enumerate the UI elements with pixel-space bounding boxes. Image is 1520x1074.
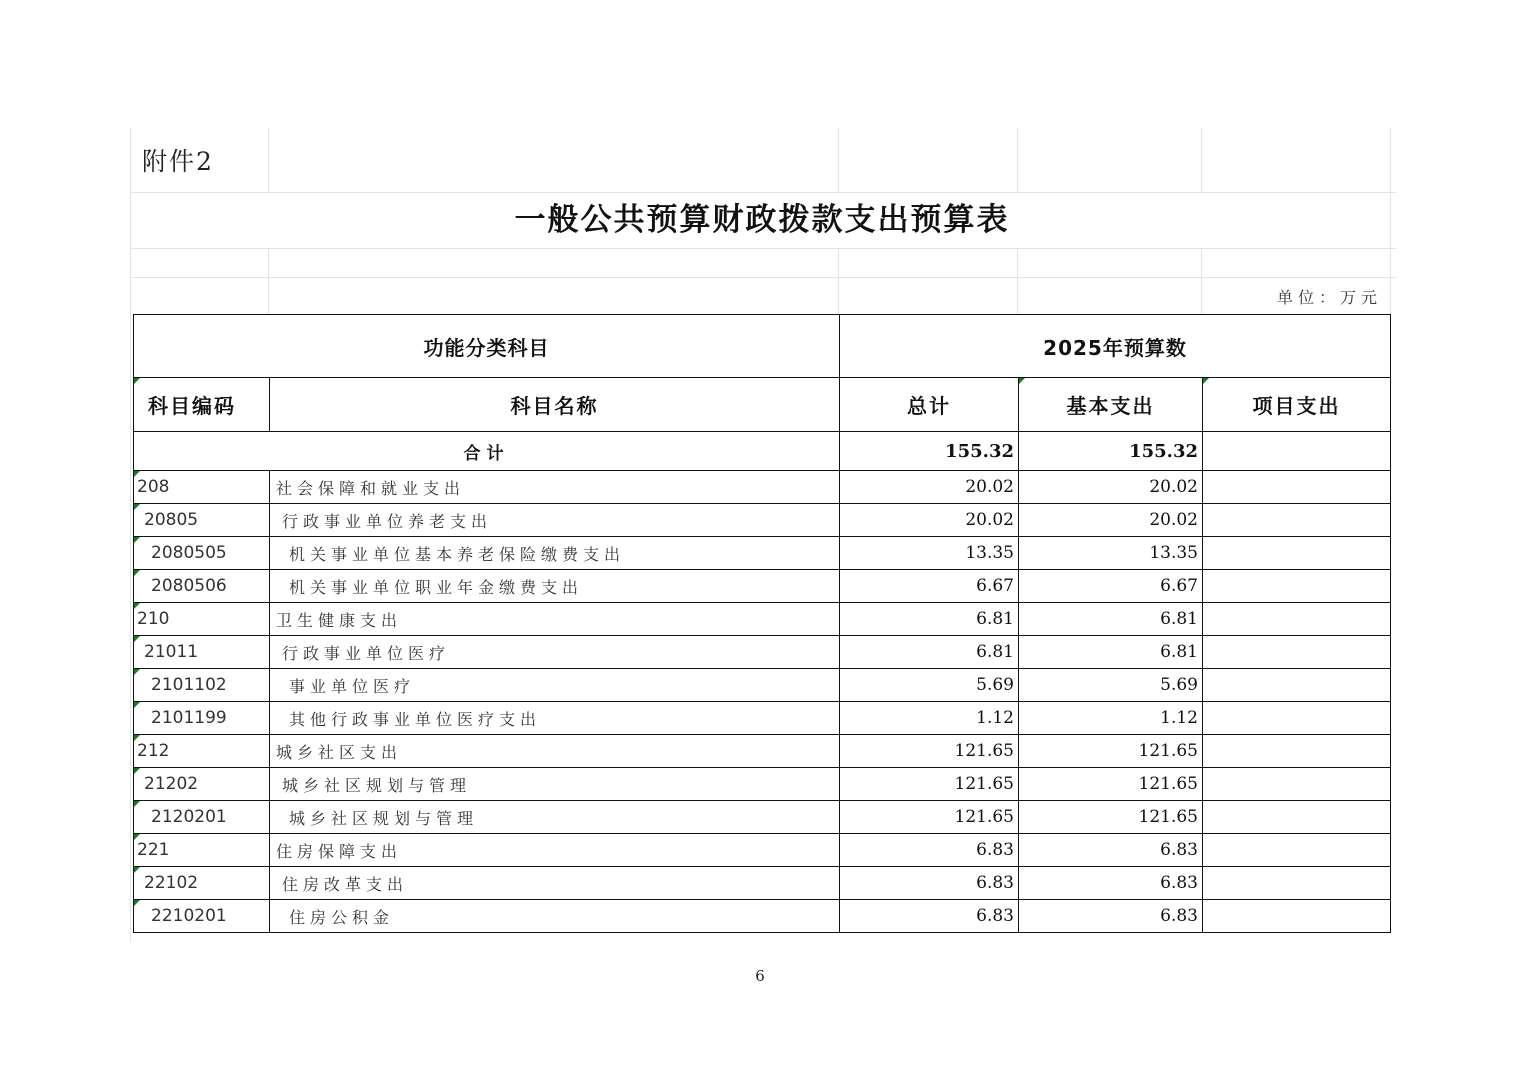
comment-marker-icon [134,801,140,807]
row-total: 6.83 [840,834,1019,867]
row-project [1203,570,1391,603]
header-basic-label: 基本支出 [1066,394,1155,418]
row-total: 121.65 [840,768,1019,801]
row-code [134,471,270,504]
table-row [134,768,1391,801]
row-code [134,636,270,669]
table-row [134,537,1391,570]
comment-marker-icon [134,636,140,642]
row-project [1203,636,1391,669]
row-name: 卫生健康支出 [270,603,840,636]
row-name: 行政事业单位养老支出 [270,504,840,537]
comment-marker-icon [134,735,140,741]
row-basic: 121.65 [1019,801,1203,834]
row-project [1203,504,1391,537]
row-name: 事业单位医疗 [270,669,840,702]
row-code-text: 2210201 [151,906,227,926]
budget-table [133,314,1391,933]
row-name: 其他行政事业单位医疗支出 [270,702,840,735]
header-budget-year: 2025年预算数 [840,315,1391,378]
row-code-text: 2101199 [151,708,227,728]
page-title: 一般公共预算财政拨款支出预算表 [514,202,1010,238]
row-code-text: 210 [137,609,170,629]
row-basic: 20.02 [1019,471,1203,504]
row-code-text: 20805 [144,510,199,530]
gridline [130,248,1396,249]
row-basic: 6.81 [1019,636,1203,669]
gridline [1017,128,1018,192]
comment-marker-icon [134,378,140,384]
gridline [838,128,839,192]
row-code-text: 2080506 [151,576,227,596]
comment-marker-icon [134,537,140,543]
row-basic: 1.12 [1019,702,1203,735]
header-row-columns [134,378,1391,432]
row-project [1203,867,1391,900]
row-name: 行政事业单位医疗 [270,636,840,669]
row-total: 13.35 [840,537,1019,570]
row-basic: 6.81 [1019,603,1203,636]
gridline [268,249,269,314]
page-number: 6 [755,967,765,985]
header-code [134,378,270,432]
total-basic: 155.32 [1019,432,1203,471]
total-label: 合计 [134,432,840,471]
table-row [134,900,1391,933]
comment-marker-icon [134,603,140,609]
row-code [134,570,270,603]
row-name: 城乡社区规划与管理 [270,801,840,834]
table-row [134,735,1391,768]
table-row [134,702,1391,735]
row-total: 20.02 [840,504,1019,537]
total-total: 155.32 [840,432,1019,471]
header-name: 科目名称 [270,378,840,432]
row-total: 6.83 [840,867,1019,900]
row-project [1203,471,1391,504]
row-code [134,504,270,537]
row-code [134,669,270,702]
row-code [134,768,270,801]
row-total: 121.65 [840,801,1019,834]
row-project [1203,603,1391,636]
attachment-label: 附件2 [142,147,214,176]
row-code [134,834,270,867]
total-row [134,432,1391,471]
row-code-text: 21202 [144,774,199,794]
gridline [130,192,1396,193]
row-basic: 121.65 [1019,735,1203,768]
header-total: 总计 [840,378,1019,432]
header-func-class: 功能分类科目 [134,315,840,378]
row-code [134,603,270,636]
row-name: 城乡社区规划与管理 [270,768,840,801]
header-project-label: 项目支出 [1252,394,1341,418]
row-code-text: 21011 [144,642,199,662]
comment-marker-icon [1019,378,1025,384]
row-project [1203,669,1391,702]
row-code [134,900,270,933]
row-code-text: 2120201 [151,807,227,827]
row-code-text: 2101102 [151,675,227,695]
row-basic: 20.02 [1019,504,1203,537]
row-basic: 121.65 [1019,768,1203,801]
table-row [134,801,1391,834]
unit-label: 单位：万元 [1276,288,1382,307]
row-basic: 13.35 [1019,537,1203,570]
row-code-text: 22102 [144,873,199,893]
header-code-label: 科目编码 [148,394,236,418]
row-project [1203,900,1391,933]
comment-marker-icon [134,471,140,477]
row-total: 6.81 [840,636,1019,669]
comment-marker-icon [134,570,140,576]
table-row [134,603,1391,636]
row-basic: 6.83 [1019,900,1203,933]
gridline [130,277,1396,278]
table-row [134,834,1391,867]
gridline [1017,249,1018,314]
table-row [134,570,1391,603]
row-code [134,867,270,900]
row-basic: 5.69 [1019,669,1203,702]
row-basic: 6.83 [1019,867,1203,900]
comment-marker-icon [134,834,140,840]
comment-marker-icon [1203,378,1209,384]
row-name: 社会保障和就业支出 [270,471,840,504]
comment-marker-icon [134,768,140,774]
row-name: 城乡社区支出 [270,735,840,768]
gridline [1201,128,1202,192]
total-project [1203,432,1391,471]
row-total: 5.69 [840,669,1019,702]
row-basic: 6.83 [1019,834,1203,867]
gridline [838,249,839,314]
header-project [1203,378,1391,432]
row-code-text: 221 [137,840,170,860]
row-code [134,702,270,735]
row-code-text: 2080505 [151,543,227,563]
row-project [1203,735,1391,768]
comment-marker-icon [134,702,140,708]
row-name: 住房公积金 [270,900,840,933]
row-project [1203,801,1391,834]
comment-marker-icon [134,504,140,510]
table-row [134,636,1391,669]
gridline [1201,249,1202,314]
row-total: 6.67 [840,570,1019,603]
table-row [134,669,1391,702]
header-basic [1019,378,1203,432]
row-basic: 6.67 [1019,570,1203,603]
row-total: 121.65 [840,735,1019,768]
table-row [134,504,1391,537]
header-row-top [134,315,1391,378]
table-row [134,867,1391,900]
row-name: 机关事业单位职业年金缴费支出 [270,570,840,603]
row-code [134,735,270,768]
row-total: 6.83 [840,900,1019,933]
row-code-text: 212 [137,741,170,761]
row-project [1203,834,1391,867]
row-total: 1.12 [840,702,1019,735]
gridline [130,314,131,942]
row-project [1203,768,1391,801]
row-total: 20.02 [840,471,1019,504]
row-code [134,801,270,834]
comment-marker-icon [134,669,140,675]
row-total: 6.81 [840,603,1019,636]
row-name: 住房保障支出 [270,834,840,867]
row-project [1203,537,1391,570]
table-row [134,471,1391,504]
row-project [1203,702,1391,735]
gridline [268,128,269,192]
row-code-text: 208 [137,477,170,497]
comment-marker-icon [134,867,140,873]
row-name: 机关事业单位基本养老保险缴费支出 [270,537,840,570]
row-code [134,537,270,570]
comment-marker-icon [134,900,140,906]
row-name: 住房改革支出 [270,867,840,900]
